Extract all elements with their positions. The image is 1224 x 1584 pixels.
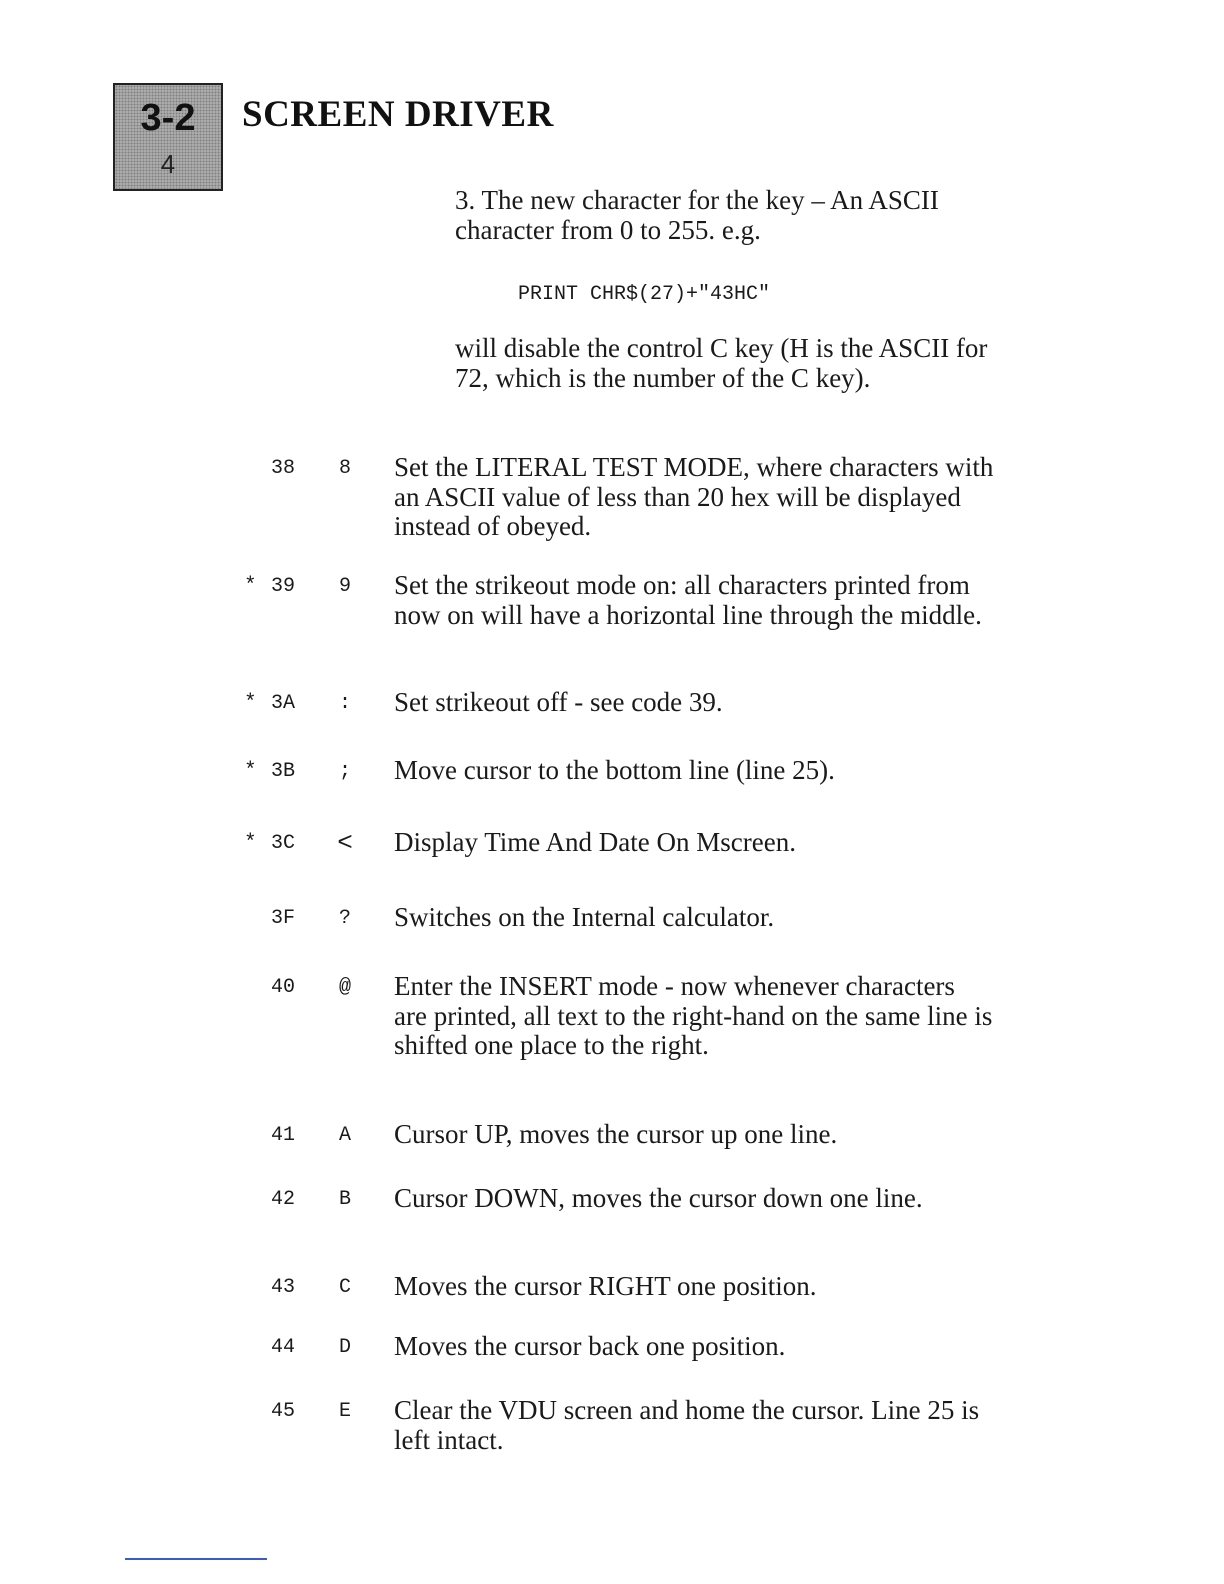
entry-star: *	[244, 692, 257, 715]
section-badge	[113, 83, 223, 191]
entry-character: E	[338, 1400, 351, 1423]
section-number: 3-2	[140, 97, 196, 139]
entry-star: *	[244, 575, 257, 598]
entry-hex-code: 41	[271, 1124, 296, 1147]
footer-rule	[125, 1558, 267, 1560]
entry-description: Enter the INSERT mode - now whenever characters are printed, all text to the right-hand on the same line is shifted one place to the right.	[394, 971, 993, 1060]
entry-description: Move cursor to the bottom line (line 25).	[394, 755, 835, 785]
entry-character: <	[337, 828, 353, 858]
entry-hex-code: 43	[271, 1276, 296, 1299]
entry-character: ;	[338, 760, 351, 783]
entry-character: 8	[338, 457, 351, 480]
entry-star: *	[244, 832, 257, 855]
entry-star: *	[244, 760, 257, 783]
entry-hex-code: 42	[271, 1188, 296, 1211]
entry-character: ?	[338, 907, 351, 930]
intro-item-3: 3. The new character for the key – An ASCII character from 0 to 255. e.g.	[455, 185, 939, 245]
entry-hex-code: 3F	[271, 907, 296, 930]
entry-description: Moves the cursor RIGHT one position.	[394, 1271, 817, 1301]
entry-hex-code: 38	[271, 457, 296, 480]
entry-hex-code: 39	[271, 575, 296, 598]
entry-description: Switches on the Internal calculator.	[394, 902, 775, 932]
entry-character: A	[338, 1124, 351, 1147]
entry-description: Cursor DOWN, moves the cursor down one line.	[394, 1183, 923, 1213]
entry-hex-code: 44	[271, 1336, 296, 1359]
entry-description: Moves the cursor back one position.	[394, 1331, 786, 1361]
entry-character: D	[338, 1336, 351, 1359]
entry-character: :	[338, 692, 351, 715]
entry-character: C	[338, 1276, 351, 1299]
entry-character: @	[338, 976, 351, 999]
entry-description: Set the strikeout mode on: all characters printed from now on will have a horizontal line through the middle.	[394, 570, 982, 630]
entry-description: Display Time And Date On Mscreen.	[394, 827, 796, 857]
intro-note: will disable the control C key (H is the ASCII for 72, which is the number of the C key).	[455, 333, 988, 393]
entry-hex-code: 3B	[271, 760, 296, 783]
code-example: PRINT CHR$(27)+"43HC"	[518, 283, 771, 306]
entry-character: B	[338, 1188, 351, 1211]
entry-hex-code: 3C	[271, 832, 296, 855]
entry-hex-code: 3A	[271, 692, 296, 715]
section-subnumber: 4	[160, 149, 176, 179]
entry-character: 9	[338, 575, 351, 598]
entry-description: Set the LITERAL TEST MODE, where characters with an ASCII value of less than 20 hex will be displayed instead of obeyed.	[394, 452, 994, 541]
entry-description: Set strikeout off - see code 39.	[394, 687, 723, 717]
page-title: SCREEN DRIVER	[242, 94, 554, 135]
entry-description: Cursor UP, moves the cursor up one line.	[394, 1119, 838, 1149]
entry-hex-code: 45	[271, 1400, 296, 1423]
entry-description: Clear the VDU screen and home the cursor. Line 25 is left intact.	[394, 1395, 980, 1455]
entry-hex-code: 40	[271, 976, 296, 999]
